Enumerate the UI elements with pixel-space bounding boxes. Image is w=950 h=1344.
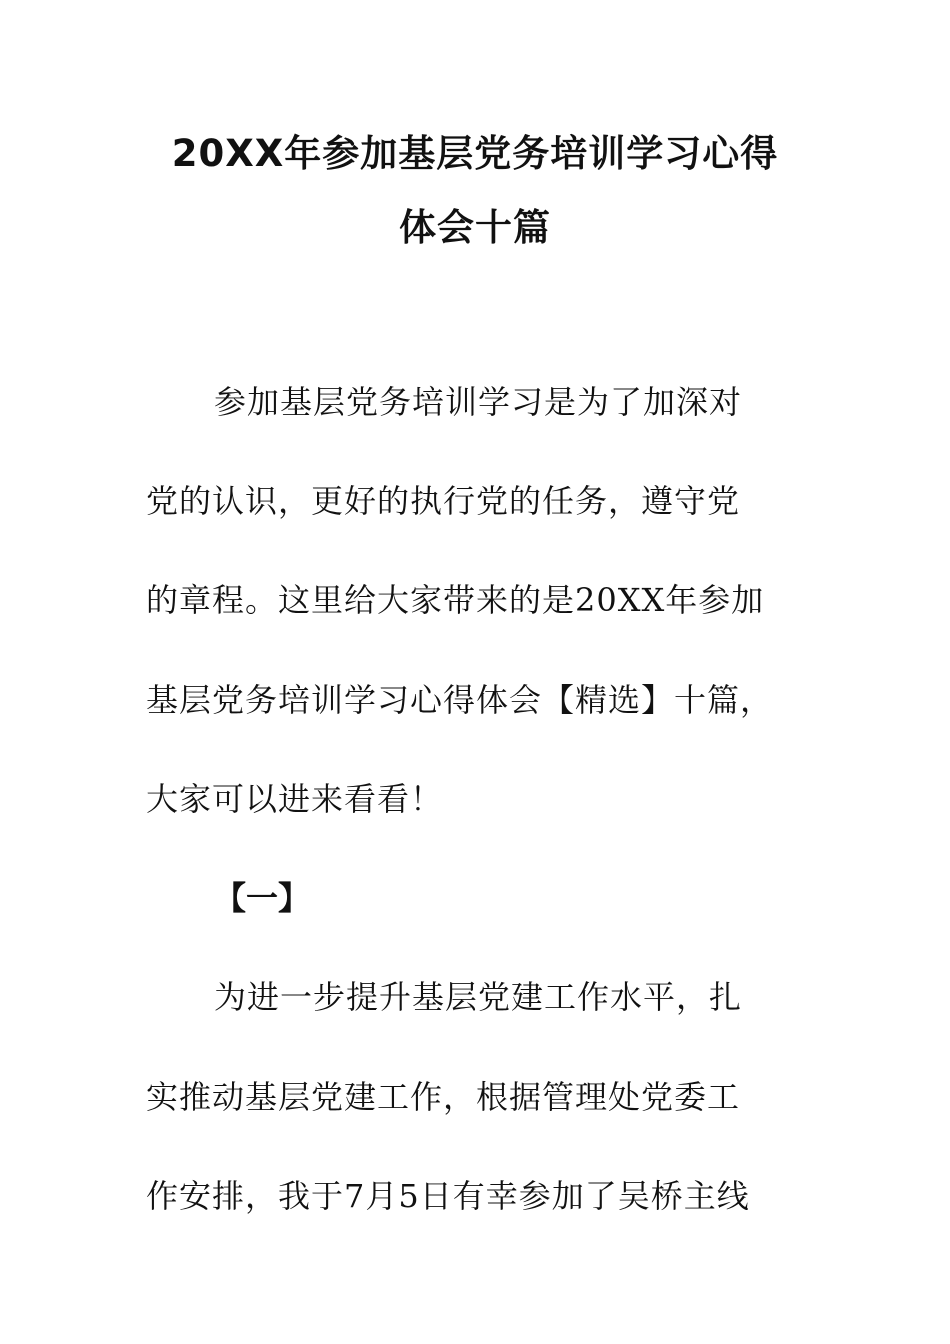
intro-paragraph-line: 大家可以进来看看！ xyxy=(146,780,444,818)
intro-paragraph-line: 的章程。这里给大家带来的是20XX年参加 xyxy=(146,581,765,619)
document-title-line-2: 体会十篇 xyxy=(399,206,551,249)
section-paragraph-line: 作安排，我于7月5日有幸参加了吴桥主线 xyxy=(146,1177,750,1215)
section-paragraph-line: 实推动基层党建工作，根据管理处党委工 xyxy=(146,1078,741,1116)
intro-paragraph-line: 基层党务培训学习心得体会【精选】十篇， xyxy=(146,681,774,719)
document-title-line-1: 20XX年参加基层党务培训学习心得 xyxy=(171,132,779,175)
intro-paragraph-line: 党的认识，更好的执行党的任务，遵守党 xyxy=(146,482,741,520)
section-paragraph-line: 为进一步提升基层党建工作水平，扎 xyxy=(214,978,743,1016)
intro-paragraph-line: 参加基层党务培训学习是为了加深对 xyxy=(214,383,743,421)
section-heading: 【一】 xyxy=(214,879,311,917)
